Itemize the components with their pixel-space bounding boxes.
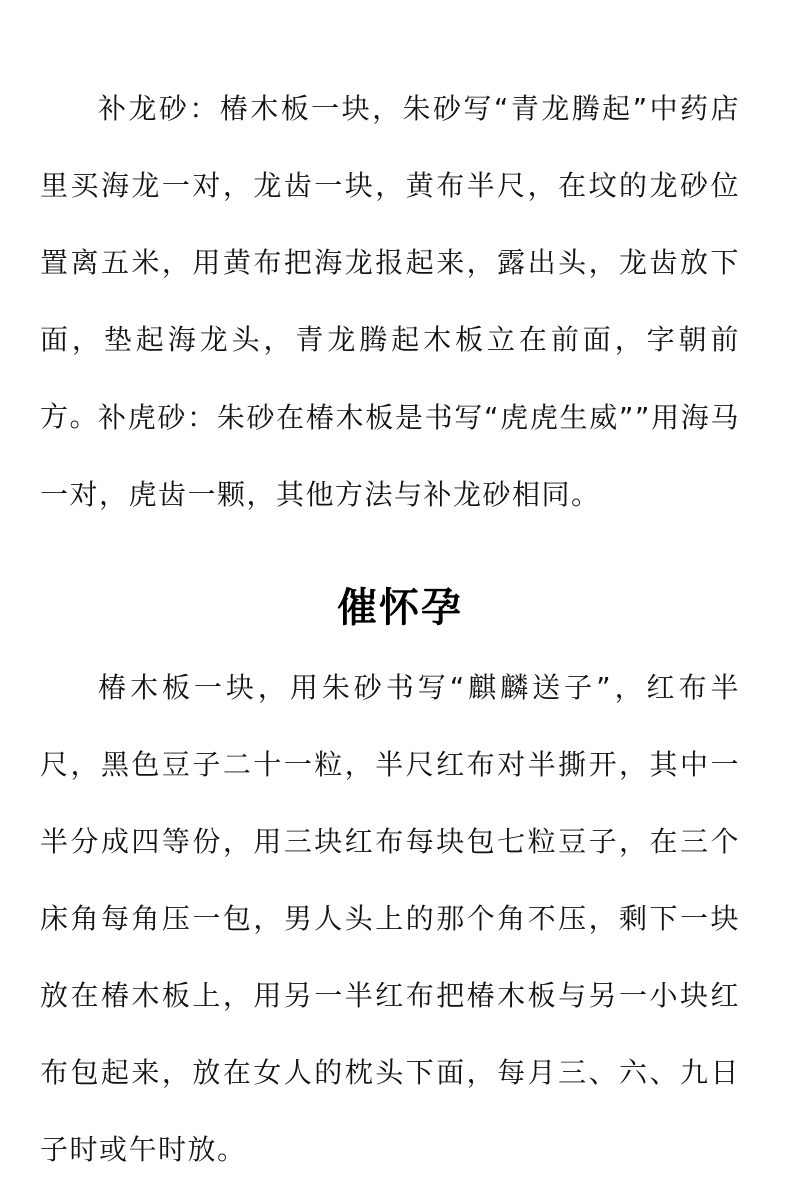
section-title: 催怀孕 (337, 585, 463, 631)
paragraph-dragon-sand: 补龙砂：椿木板一块，朱砂写“青龙腾起”中药店里买海龙一对，龙齿一块，黄布半尺，在坟的龙砂位置离五米，用黄布把海龙报起来，露出头，龙齿放下面，垫起海龙头，青龙腾起木板立在前面，字朝前方。 (40, 92, 740, 433)
paragraph-tiger-sand: 补虎砂：朱砂在椿木板是书写“虎虎生威””用海马一对，虎齿一颗，其他方法与补龙砂相同。 (40, 401, 740, 511)
paragraph-pregnancy: 椿木板一块，用朱砂书写“麒麟送子”，红布半尺，黑色豆子二十一粒，半尺红布对半撕开，其中一半分成四等份，用三块红布每块包七粒豆子，在三个床角每角压一包，男人头上的那个角不压，剩下一块放在椿木板上，用另一半红布把椿木板与另一小块红布包起来，放在女人的枕头下面，每月三、六、九日子时或午时放。 (40, 671, 740, 1166)
